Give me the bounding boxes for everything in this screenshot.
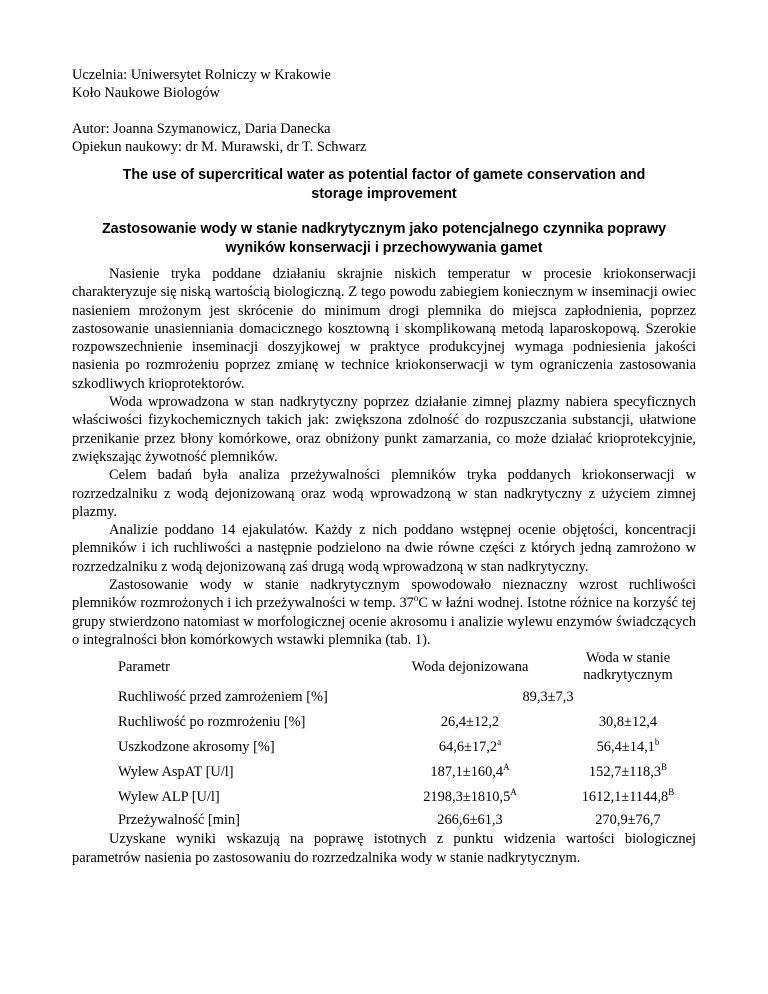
value-deionized: 26,4±12,2 [440,714,500,731]
paragraph-6: Uzyskane wyniki wskazują na poprawę istotnych z punktu widzenia wartości biologicznej parametrów nasienia po zastosowaniu do rozrzedzalnika wody w stanie nadkrytycznym. [72,831,696,866]
supervisor-line: Opiekun naukowy: dr M. Murawski, dr T. Schwarz [72,139,367,155]
degree-superscript: o [413,593,419,604]
value-supercritical: 30,8±12,4 [598,714,658,731]
title-english-line1: The use of supercritical water as potential factor of gamete conservation and [122,167,646,183]
paragraph-3: Celem badań była analiza przeżywalności plemników tryka poddanych kriokonserwacji w rozrzedzalniku z wodą dejonizowaną oraz wodą wprowadzoną w stan nadkrytyczny z użyciem zimnej plazmy. [72,467,696,520]
title-polish-line1: Zastosowanie wody w stanie nadkrytycznym jako potencjalnego czynnika poprawy [101,221,667,237]
paragraph-1: Nasienie tryka poddane działaniu skrajnie niskich temperatur w procesie kriokonserwacji charakteryzuje się niską wartością biologiczną. Z tego powodu zabiegiem koniecznym w inseminacji owiec nasieniem mrożonym jest skrócenie do minimum drogi plemnika do miejsca zapłodnienia, poprzez zastosowanie unasienniania domacicznego kosztowną i skomplikowaną metodą laparoskopową. Szerokie rozpowszechnienie inseminacji doszyjkowej w praktyce produkcyjnej wymaga podniesienia jakości nasienia po rozmrożeniu poprzez zmianę w technice kriokonserwacji w tym ograniczenia zastosowania szkodliwych krioprotektorów. [72,266,696,392]
table-row [118,735,706,760]
authors-block [72,120,696,156]
paragraph-2: Woda wprowadzona w stan nadkrytyczny poprzez działanie zimnej plazmy nabiera specyficznych właściwości fizykochemicznych takich jak: zwiększona zdolność do rozpuszczania substancji, ułatwione przenikanie przez błony komórkowe, oraz obniżony punkt zamarzania, co może działać krioprotekcyjnie, zwiększając żywotność plemników. [72,394,696,465]
title-polish-line2: wyników konserwacji i przechowywania gamet [225,240,543,256]
value-supercritical: $152,7\pm 118,3^B$ [588,762,668,781]
header-supercritical: Woda w stanie nadkrytycznym [583,650,673,684]
value-deionized: $2198,3\pm 1810,5^A$ [423,787,517,806]
row-label: Przeżywalność [min] [118,811,240,828]
header-deionized: Woda dejonizowana [411,658,529,675]
paragraph-4: Analizie poddano 14 ejakulatów. Każdy z nich poddano wstępnej ocenie objętości, koncentracji plemników i ich ruchliwości a następnie podzielono na dwie równe części z których jedną zamrożono w rozrzedzalniku z wodą dejonizowaną zaś drugą wodą wprowadzoną w stan nadkrytyczny. [72,522,696,575]
header-parametr: Parametr [118,658,170,675]
authors-line: Autor: Joanna Szymanowicz, Daria Danecka [72,121,331,137]
header-block [72,66,696,102]
table-row [118,810,706,830]
value-supercritical: $1612,1\pm 1144,8^B$ [581,787,675,806]
abstract-body [72,265,696,867]
row-label: Ruchliwość po rozmrożeniu [%] [118,714,306,731]
results-table [118,649,706,830]
table-row [118,760,706,785]
row-merged-value: 89,3±7,3 [522,689,574,706]
title-polish [72,220,696,258]
value-supercritical: 270,9±76,7 [595,811,661,828]
table-row [118,710,706,735]
value-supercritical: 56,4±14,1$^b$ [596,737,660,756]
table-row [118,685,706,710]
value-deionized: 64,6±17,2$^a$ [438,737,502,756]
title-english-line2: storage improvement [311,186,457,202]
table-header-row [118,649,706,685]
row-label: Wylew AspAT [U/l] [118,764,234,781]
university-line: Uczelnia: Uniwersytet Rolniczy w Krakowie [72,67,331,83]
row-label: Wylew ALP [U/l] [118,789,220,806]
row-label: Ruchliwość przed zamrożeniem [%] [118,689,328,706]
value-deionized: $187,1\pm 160,4^A$ [430,762,510,781]
row-label: Uszkodzone akrosomy [%] [118,739,275,756]
value-deionized: 266,6±61,3 [437,811,503,828]
title-english [72,166,696,204]
paragraph-5: Zastosowanie wody w stanie nadkrytycznym spowodowało nieznaczny wzrost ruchliwości plemników rozmrożonych i ich przeżywalności w temp. 37$^o$C w łaźni wodnej. Istotne różnice na korzyść tej grupy stwierdzono natomiast w morfologicznej ocenie akrosomu i analizie wylewu enzymów świadczących o integralności błon komórkowych wstawki plemnika (tab. 1). [72,577,697,648]
club-line: Koło Naukowe Biologów [72,85,220,101]
table-row [118,785,706,810]
